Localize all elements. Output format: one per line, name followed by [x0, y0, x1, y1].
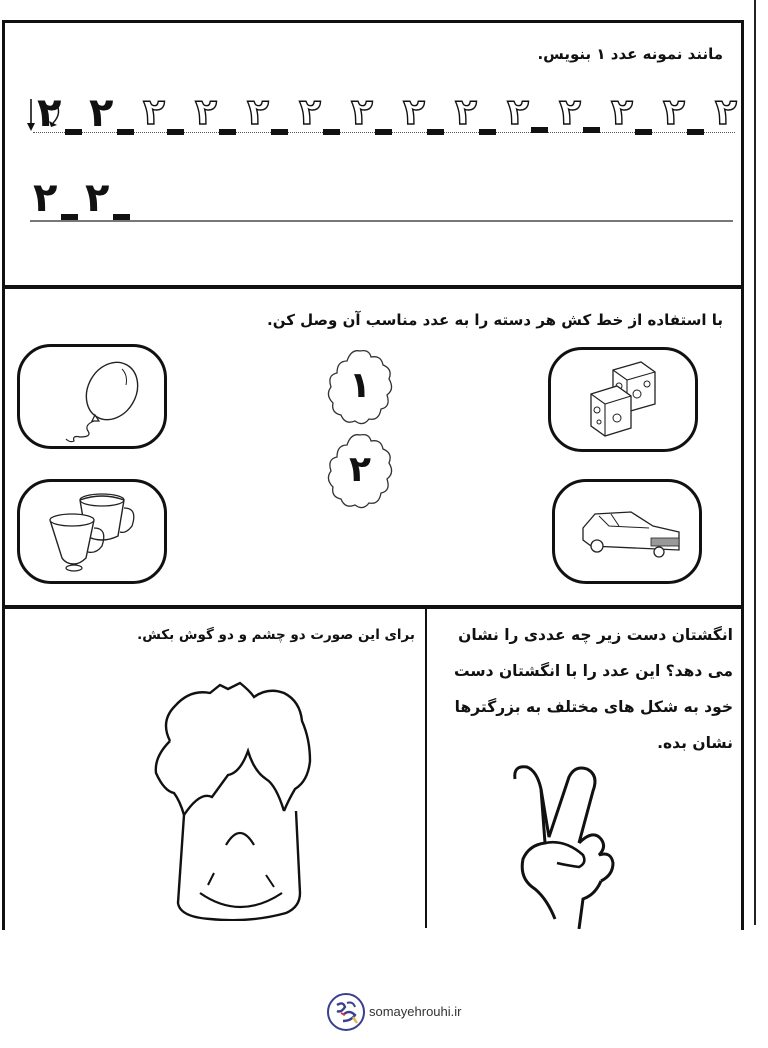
- dash: [271, 129, 288, 135]
- dotted-digit: ۲: [663, 92, 685, 133]
- face-outline-icon[interactable]: [150, 681, 330, 921]
- dash: [65, 129, 82, 135]
- dotted-digit: ۲: [455, 92, 477, 133]
- card-balloon[interactable]: [17, 344, 167, 449]
- cheese-icon: [551, 350, 695, 449]
- logo-glyph-icon: [329, 995, 363, 1029]
- dash: [219, 129, 236, 135]
- dash: [117, 129, 134, 135]
- balloon-icon: [20, 347, 164, 446]
- instruction-match: با استفاده از خط کش هر دسته را به عدد مناسب آن وصل کن.: [267, 311, 723, 329]
- number-1: ۱: [349, 365, 371, 406]
- dotted-digit: ۲: [403, 92, 425, 133]
- instruction-trace: مانند نمونه عدد ۱ بنویس.: [537, 45, 723, 63]
- instruction-finger-count: انگشتان دست زیر چه عددی را نشان می دهد؟ این عدد را با انگشتان دست خود به شکل های مختلف به بزرگترها نشان بده.: [453, 626, 733, 752]
- dash: [323, 129, 340, 135]
- dotted-digit: ۲: [715, 92, 737, 133]
- number-badge-1[interactable]: [325, 347, 395, 427]
- number-2: ۲: [349, 449, 371, 490]
- card-car[interactable]: [552, 479, 702, 584]
- section-draw-and-count: [2, 606, 744, 930]
- dotted-digit: ۲: [351, 92, 373, 133]
- dotted-digit: ۲: [299, 92, 321, 133]
- section-divider: [425, 606, 427, 928]
- card-cups[interactable]: [17, 479, 167, 584]
- practice-digit: ۲: [85, 175, 110, 221]
- dash: [531, 127, 548, 133]
- dash: [687, 129, 704, 135]
- practice-digit: ۲: [33, 175, 58, 221]
- instruction-draw-face: برای این صورت دو چشم و دو گوش بکش.: [137, 627, 415, 643]
- dash: [635, 129, 652, 135]
- dotted-digit: ۲: [611, 92, 633, 133]
- section-match-count: [2, 286, 744, 608]
- peace-hand-icon: [505, 759, 625, 929]
- trace-row: [27, 89, 735, 139]
- dotted-digit: ۲: [507, 92, 529, 133]
- section-trace-digit: [2, 20, 744, 288]
- writing-line[interactable]: [30, 220, 733, 222]
- dash: [427, 129, 444, 135]
- dotted-digit: ۲: [559, 92, 581, 133]
- cups-icon: [20, 482, 164, 581]
- dotted-digit: ۲: [195, 92, 217, 133]
- dash: [167, 129, 184, 135]
- dotted-digit: ۲: [143, 92, 165, 133]
- dotted-digit: ۲: [247, 92, 269, 133]
- sample-digit: ۲: [37, 90, 62, 136]
- dash: [375, 129, 392, 135]
- car-icon: [555, 482, 699, 581]
- number-badge-2[interactable]: [325, 431, 395, 511]
- dash: [479, 129, 496, 135]
- sample-digit: ۲: [89, 90, 114, 136]
- page-edge-line: [754, 0, 756, 925]
- site-logo-icon[interactable]: [327, 993, 365, 1031]
- site-url[interactable]: somayehrouhi.ir: [369, 1004, 462, 1019]
- dash: [583, 127, 600, 133]
- card-cheese[interactable]: [548, 347, 698, 452]
